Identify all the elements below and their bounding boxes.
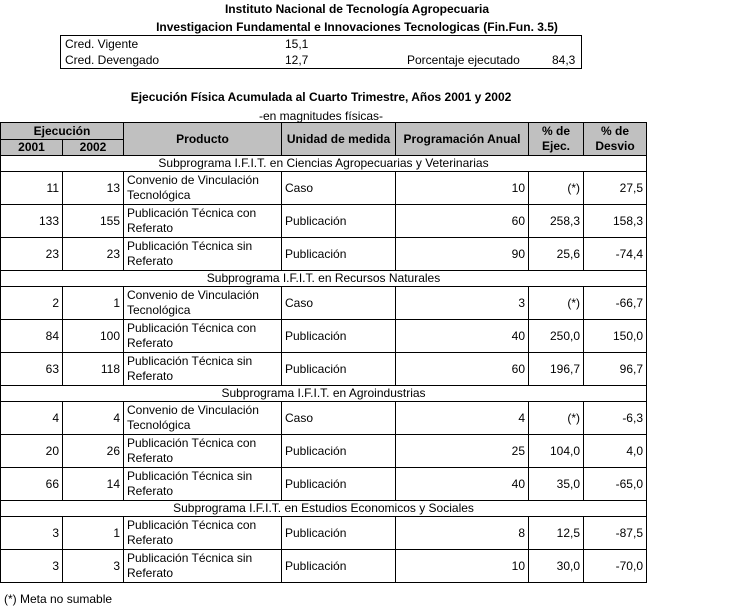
cell-2001: 3 xyxy=(1,517,63,550)
table-row xyxy=(1,435,647,468)
section-title: Subprograma I.F.I.T. en Agroindustrias xyxy=(1,386,647,402)
cell-pct-desvio: -66,7 xyxy=(584,287,647,320)
cell-programacion: 60 xyxy=(396,205,529,238)
cell-pct-ejec: (*) xyxy=(529,402,584,435)
cell-programacion: 90 xyxy=(396,238,529,271)
cell-unidad: Publicación xyxy=(282,517,396,550)
table-row xyxy=(1,402,647,435)
credit-box xyxy=(60,35,582,69)
cell-producto: Publicación Técnica con Referato xyxy=(124,435,282,468)
cell-unidad: Publicación xyxy=(282,205,396,238)
cell-unidad: Publicación xyxy=(282,468,396,501)
cell-2002: 118 xyxy=(63,353,124,386)
cell-pct-ejec: 12,5 xyxy=(529,517,584,550)
cell-pct-desvio: 150,0 xyxy=(584,320,647,353)
cell-unidad: Publicación xyxy=(282,435,396,468)
cell-unidad: Publicación xyxy=(282,238,396,271)
cell-pct-desvio: 27,5 xyxy=(584,172,647,205)
cell-pct-desvio: -6,3 xyxy=(584,402,647,435)
cell-unidad: Publicación xyxy=(282,353,396,386)
cell-2002: 155 xyxy=(63,205,124,238)
cell-producto: Publicación Técnica con Referato xyxy=(124,205,282,238)
cell-unidad: Caso xyxy=(282,172,396,205)
table-row xyxy=(1,353,647,386)
cell-pct-desvio: -70,0 xyxy=(584,550,647,583)
cell-programacion: 60 xyxy=(396,353,529,386)
cell-producto: Publicación Técnica sin Referato xyxy=(124,550,282,583)
section-row xyxy=(1,271,647,287)
table-row xyxy=(1,238,647,271)
cell-producto: Publicación Técnica sin Referato xyxy=(124,353,282,386)
cell-pct-ejec: 25,6 xyxy=(529,238,584,271)
cell-programacion: 3 xyxy=(396,287,529,320)
cell-programacion: 40 xyxy=(396,320,529,353)
cell-2001: 133 xyxy=(1,205,63,238)
cell-2001: 11 xyxy=(1,172,63,205)
cell-2001: 3 xyxy=(1,550,63,583)
cell-2001: 2 xyxy=(1,287,63,320)
cell-2001: 84 xyxy=(1,320,63,353)
cell-pct-ejec: 196,7 xyxy=(529,353,584,386)
cell-pct-desvio: -65,0 xyxy=(584,468,647,501)
cell-pct-ejec: 258,3 xyxy=(529,205,584,238)
cell-2002: 26 xyxy=(63,435,124,468)
cell-unidad: Publicación xyxy=(282,550,396,583)
table-row xyxy=(1,550,647,583)
cell-pct-ejec: 35,0 xyxy=(529,468,584,501)
table-row xyxy=(1,287,647,320)
table-row xyxy=(1,320,647,353)
cell-pct-ejec: (*) xyxy=(529,287,584,320)
cell-programacion: 8 xyxy=(396,517,529,550)
header-pct-ejec: % de Ejec. xyxy=(529,123,584,156)
table-row xyxy=(1,172,647,205)
cell-unidad: Caso xyxy=(282,402,396,435)
cell-producto: Publicación Técnica con Referato xyxy=(124,517,282,550)
cell-pct-desvio: -74,4 xyxy=(584,238,647,271)
cell-producto: Convenio de Vinculación Tecnológica xyxy=(124,402,282,435)
cell-pct-ejec: 30,0 xyxy=(529,550,584,583)
cell-2002: 4 xyxy=(63,402,124,435)
cell-2002: 100 xyxy=(63,320,124,353)
cell-2001: 63 xyxy=(1,353,63,386)
program-title: Investigacion Fundamental e Innovaciones Tecnologicas (Fin.Fun. 3.5) xyxy=(156,20,558,34)
footnote: (*) Meta no sumable xyxy=(4,592,113,606)
cell-unidad: Caso xyxy=(282,287,396,320)
cell-2002: 13 xyxy=(63,172,124,205)
report-subtitle: -en magnitudes físicas- xyxy=(258,109,384,123)
cell-pct-desvio: -87,5 xyxy=(584,517,647,550)
org-title: Instituto Nacional de Tecnología Agropecuaria xyxy=(224,2,490,16)
section-row xyxy=(1,501,647,517)
cell-2002: 14 xyxy=(63,468,124,501)
cell-programacion: 4 xyxy=(396,402,529,435)
cred-vigente-value: 15,1 xyxy=(285,37,309,51)
header-programacion: Programación Anual xyxy=(396,123,529,156)
cred-devengado-label: Cred. Devengado xyxy=(65,53,160,67)
header-producto: Producto xyxy=(124,123,282,156)
cell-programacion: 10 xyxy=(396,172,529,205)
cell-pct-desvio: 96,7 xyxy=(584,353,647,386)
cell-programacion: 10 xyxy=(396,550,529,583)
cell-unidad: Publicación xyxy=(282,320,396,353)
cell-programacion: 25 xyxy=(396,435,529,468)
pct-ejecutado-value: 84,3 xyxy=(552,53,576,67)
header-unidad: Unidad de medida xyxy=(282,123,396,156)
cred-devengado-value: 12,7 xyxy=(285,53,309,67)
header-2001: 2001 xyxy=(1,140,63,156)
cell-2002: 1 xyxy=(63,517,124,550)
pct-ejecutado-label: Porcentaje ejecutado xyxy=(407,53,520,67)
header-2002: 2002 xyxy=(63,140,124,156)
section-title: Subprograma I.F.I.T. en Estudios Economicos y Sociales xyxy=(1,501,647,517)
cell-producto: Convenio de Vinculación Tecnológica xyxy=(124,172,282,205)
cred-vigente-label: Cred. Vigente xyxy=(65,37,139,51)
header-ejecucion: Ejecución xyxy=(1,123,124,140)
section-row xyxy=(1,386,647,402)
cell-pct-desvio: 158,3 xyxy=(584,205,647,238)
cell-producto: Convenio de Vinculación Tecnológica xyxy=(124,287,282,320)
execution-table xyxy=(0,122,647,583)
cell-pct-desvio: 4,0 xyxy=(584,435,647,468)
cell-pct-ejec: 104,0 xyxy=(529,435,584,468)
cell-2001: 66 xyxy=(1,468,63,501)
section-row xyxy=(1,156,647,172)
cell-producto: Publicación Técnica sin Referato xyxy=(124,468,282,501)
cell-2002: 23 xyxy=(63,238,124,271)
cell-programacion: 40 xyxy=(396,468,529,501)
cell-2001: 20 xyxy=(1,435,63,468)
cell-pct-ejec: (*) xyxy=(529,172,584,205)
section-title: Subprograma I.F.I.T. en Ciencias Agropecuarias y Veterinarias xyxy=(1,156,647,172)
cell-producto: Publicación Técnica con Referato xyxy=(124,320,282,353)
cell-2001: 4 xyxy=(1,402,63,435)
cell-2001: 23 xyxy=(1,238,63,271)
cell-pct-ejec: 250,0 xyxy=(529,320,584,353)
header-pct-desvio: % de Desvio xyxy=(584,123,647,156)
report-title: Ejecución Física Acumulada al Cuarto Trimestre, Años 2001 y 2002 xyxy=(130,90,512,104)
section-title: Subprograma I.F.I.T. en Recursos Naturales xyxy=(1,271,647,287)
cell-producto: Publicación Técnica sin Referato xyxy=(124,238,282,271)
table-row xyxy=(1,205,647,238)
table-row xyxy=(1,517,647,550)
table-row xyxy=(1,468,647,501)
cell-2002: 3 xyxy=(63,550,124,583)
cell-2002: 1 xyxy=(63,287,124,320)
